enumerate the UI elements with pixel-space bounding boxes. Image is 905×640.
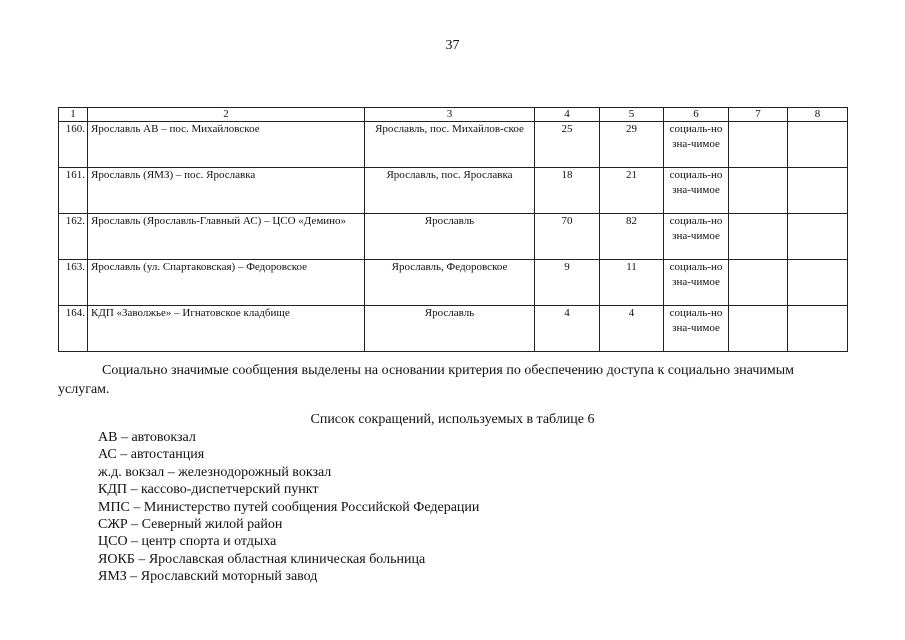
table-row bbox=[59, 260, 848, 306]
route-area: Ярославль bbox=[365, 214, 535, 260]
cell-col4: 4 bbox=[535, 306, 600, 352]
cell-col8 bbox=[788, 306, 848, 352]
note-line-2: услугам. bbox=[58, 382, 110, 397]
table-row bbox=[59, 214, 848, 260]
route-status: социаль-но зна-чимое bbox=[664, 214, 729, 260]
route-area: Ярославль, пос. Ярославка bbox=[365, 168, 535, 214]
column-header: 7 bbox=[729, 108, 788, 122]
route-name: Ярославль АВ – пос. Михайловское bbox=[88, 122, 365, 168]
route-status: социаль-но зна-чимое bbox=[664, 260, 729, 306]
cell-col4: 18 bbox=[535, 168, 600, 214]
abbreviation-item: КДП – кассово-диспетчерский пункт bbox=[98, 482, 319, 498]
route-area: Ярославль, Федоровское bbox=[365, 260, 535, 306]
route-number: 160. bbox=[59, 122, 88, 168]
abbreviation-item: СЖР – Северный жилой район bbox=[98, 517, 283, 533]
column-header: 1 bbox=[59, 108, 88, 122]
route-area: Ярославль bbox=[365, 306, 535, 352]
cell-col7 bbox=[729, 168, 788, 214]
cell-col5: 82 bbox=[600, 214, 664, 260]
abbreviation-item: ЯМЗ – Ярославский моторный завод bbox=[98, 569, 318, 585]
cell-col8 bbox=[788, 168, 848, 214]
route-status: социаль-но зна-чимое bbox=[664, 306, 729, 352]
cell-col7 bbox=[729, 306, 788, 352]
cell-col7 bbox=[729, 122, 788, 168]
table-row bbox=[59, 122, 848, 168]
route-name: Ярославль (ул. Спартаковская) – Федоровское bbox=[88, 260, 365, 306]
table-row bbox=[59, 306, 848, 352]
route-name: Ярославль (ЯМЗ) – пос. Ярославка bbox=[88, 168, 365, 214]
route-number: 164. bbox=[59, 306, 88, 352]
cell-col8 bbox=[788, 260, 848, 306]
routes-table bbox=[58, 107, 848, 352]
route-status: социаль-но зна-чимое bbox=[664, 122, 729, 168]
route-number: 161. bbox=[59, 168, 88, 214]
column-header: 8 bbox=[788, 108, 848, 122]
abbreviation-item: МПС – Министерство путей сообщения Российской Федерации bbox=[98, 499, 480, 515]
abbreviation-item: АВ – автовокзал bbox=[98, 430, 196, 445]
column-header: 5 bbox=[600, 108, 664, 122]
route-number: 162. bbox=[59, 214, 88, 260]
cell-col5: 29 bbox=[600, 122, 664, 168]
table-row bbox=[59, 168, 848, 214]
abbreviation-item: ЦСО – центр спорта и отдыха bbox=[98, 534, 277, 550]
route-status: социаль-но зна-чимое bbox=[664, 168, 729, 214]
cell-col7 bbox=[729, 214, 788, 260]
column-header: 3 bbox=[365, 108, 535, 122]
cell-col4: 25 bbox=[535, 122, 600, 168]
cell-col4: 9 bbox=[535, 260, 600, 306]
abbreviation-item: АС – автостанция bbox=[98, 447, 205, 463]
cell-col5: 4 bbox=[600, 306, 664, 352]
route-name: КДП «Заволжье» – Игнатовское кладбище bbox=[88, 306, 365, 352]
cell-col5: 21 bbox=[600, 168, 664, 214]
cell-col8 bbox=[788, 122, 848, 168]
table-header-row bbox=[59, 108, 848, 122]
column-header: 6 bbox=[664, 108, 729, 122]
note-paragraph bbox=[58, 361, 846, 399]
abbreviations-title: Список сокращений, используемых в таблице 6 bbox=[310, 412, 595, 427]
route-number: 163. bbox=[59, 260, 88, 306]
cell-col8 bbox=[788, 214, 848, 260]
cell-col7 bbox=[729, 260, 788, 306]
route-area: Ярославль, пос. Михайлов-ское bbox=[365, 122, 535, 168]
cell-col5: 11 bbox=[600, 260, 664, 306]
abbreviations-list bbox=[98, 429, 479, 586]
column-header: 2 bbox=[88, 108, 365, 122]
note-line-1: Социально значимые сообщения выделены на основании критерия по обеспечению доступа к социально значимым bbox=[102, 363, 794, 378]
route-name: Ярославль (Ярославль-Главный АС) – ЦСО «Демино» bbox=[88, 214, 365, 260]
abbreviation-item: ЯОКБ – Ярославская областная клиническая больница bbox=[98, 551, 426, 567]
abbreviation-item: ж.д. вокзал – железнодорожный вокзал bbox=[98, 464, 332, 480]
column-header: 4 bbox=[535, 108, 600, 122]
page-number: 37 bbox=[445, 38, 460, 53]
cell-col4: 70 bbox=[535, 214, 600, 260]
